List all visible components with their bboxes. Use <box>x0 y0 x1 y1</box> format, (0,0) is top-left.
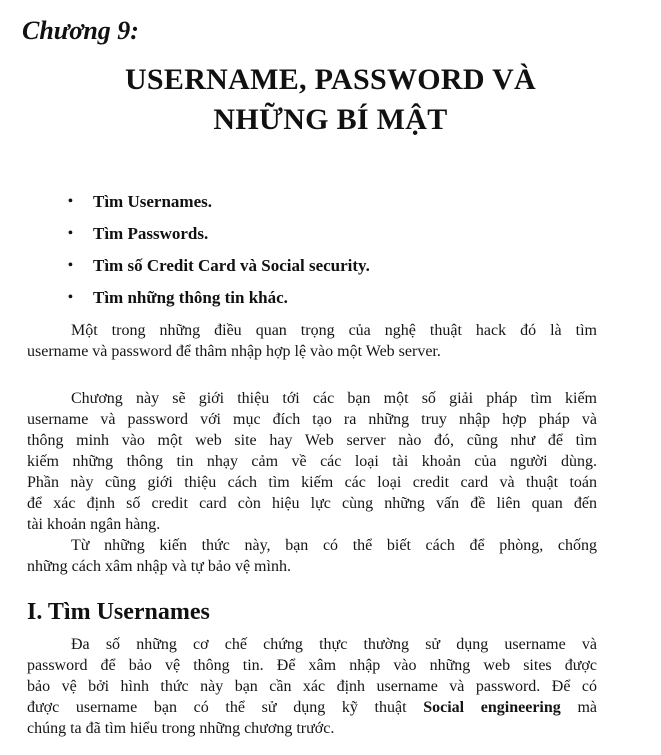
goal-text: Tìm Passwords. <box>93 224 209 243</box>
paragraph-line: Đa số những cơ chế chứng thực thường sử dụng username và <box>71 636 597 653</box>
chapter-label: Chương 9: <box>22 16 139 45</box>
bullet-icon: • <box>68 226 73 241</box>
paragraph-line: bảo vệ bởi hình thức này bạn cần xác định username và password. Để có <box>27 678 597 695</box>
paragraph-line: Từ những kiến thức này, bạn có thể biết cách để phòng, chống <box>71 537 597 554</box>
intro-paragraph-1 <box>27 320 597 362</box>
goal-text: Tìm Usernames. <box>93 192 212 211</box>
paragraph-line: password để bảo vệ thông tin. Để xâm nhập vào những web sites được <box>27 657 597 674</box>
intro-paragraph-3 <box>27 535 597 577</box>
text-run: được username bạn có thể sử dụng kỹ thuật <box>27 699 424 716</box>
intro-paragraph-2 <box>27 388 597 535</box>
goal-text: Tìm những thông tin khác. <box>93 288 288 307</box>
text-run: mà <box>560 699 597 716</box>
paragraph-line: Một trong những điều quan trọng của nghệ thuật hack đó là tìm <box>71 322 597 339</box>
section-heading: I. Tìm Usernames <box>27 599 210 625</box>
chapter-title-line-1: USERNAME, PASSWORD VÀ <box>124 63 537 96</box>
bullet-icon: • <box>68 258 73 273</box>
chapter-title-line-2: NHỮNG BÍ MẬT <box>213 103 448 136</box>
chapter-goals-list <box>68 186 370 314</box>
paragraph-line: thông minh vào một web site hay Web server nào đó, cũng như để tìm <box>27 432 597 449</box>
paragraph-line: username và password để thâm nhập hợp lệ vào một Web server. <box>27 343 441 360</box>
bullet-icon: • <box>68 290 73 305</box>
section-paragraph <box>27 634 597 739</box>
emphasis-social-engineering: Social engineering <box>423 699 561 716</box>
bullet-icon: • <box>68 194 73 209</box>
goal-item <box>68 186 370 218</box>
paragraph-line <box>27 697 597 718</box>
paragraph-line: Chương này sẽ giới thiệu tới các bạn một số giải pháp tìm kiếm <box>71 390 597 407</box>
paragraph-line: chúng ta đã tìm hiểu trong những chương trước. <box>27 720 335 737</box>
goal-item <box>68 282 370 314</box>
goal-text: Tìm số Credit Card và Social security. <box>93 256 370 275</box>
goal-item <box>68 218 370 250</box>
paragraph-line: những cách xâm nhập và tự bảo vệ mình. <box>27 558 291 575</box>
paragraph-line: username và password với mục đích tạo ra những truy nhập hợp pháp và <box>27 411 597 428</box>
paragraph-line: tài khoản ngân hàng. <box>27 516 161 533</box>
goal-item <box>68 250 370 282</box>
paragraph-line: kiếm những thông tin nhạy cảm về các loại tài khoản của người dùng. <box>27 453 597 470</box>
paragraph-line: Phần này cũng giới thiệu cách tìm kiếm các loại credit card và thuật toán <box>27 474 597 491</box>
paragraph-line: để xác định số credit card còn hiệu lực cùng những vấn đề liên quan đến <box>27 495 597 512</box>
